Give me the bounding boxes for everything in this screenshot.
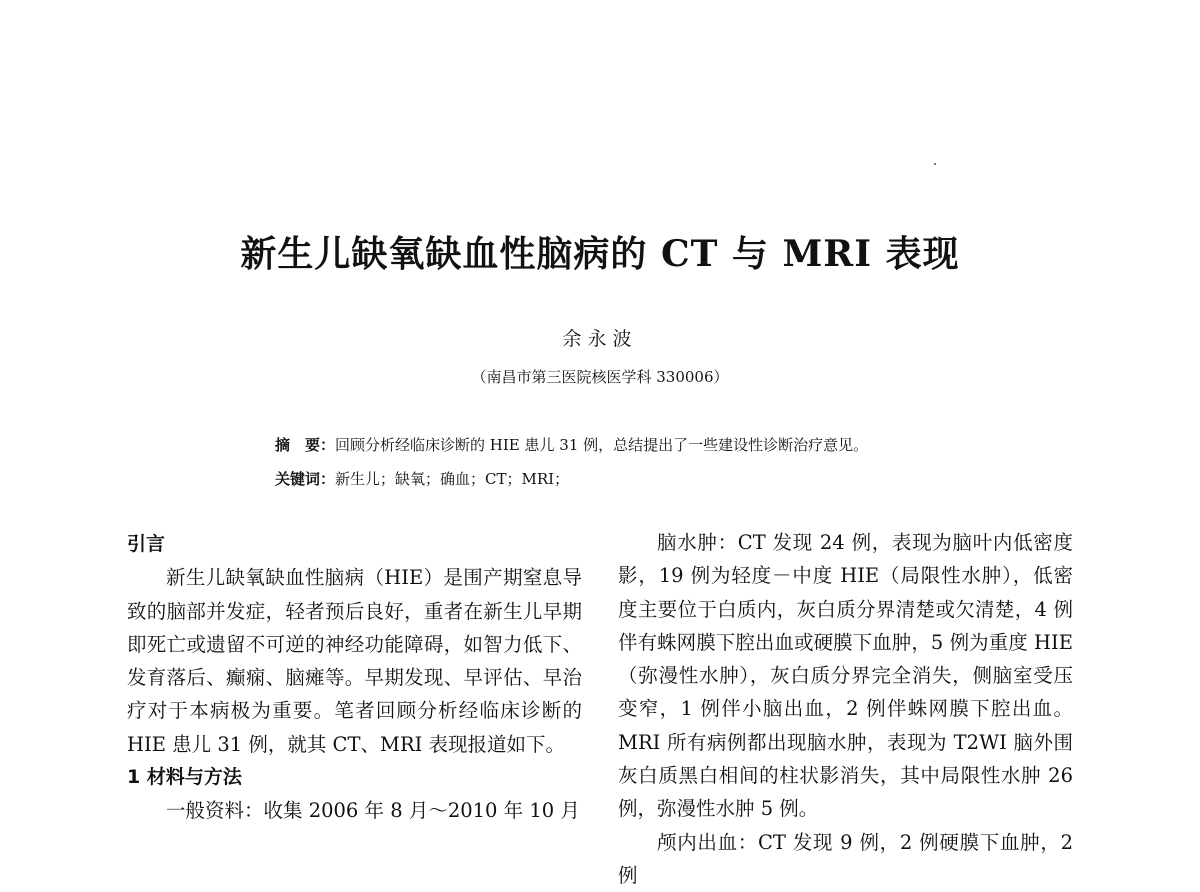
keywords-text: 新生儿；缺氧；确血；CT；MRI；: [335, 470, 570, 488]
author-affiliation: （南昌市第三医院核医学科 330006）: [471, 368, 729, 386]
section-heading-intro: 引言: [127, 533, 166, 555]
article-title: 新生儿缺氧缺血性脑病的 CT 与 MRI 表现: [240, 233, 960, 275]
left-column: [127, 528, 582, 828]
intro-paragraph: 新生儿缺氧缺血性脑病（HIE）是围产期窒息导致的脑部并发症，轻者预后良好，重者在新生儿早期即死亡或遗留不可逆的神经功能障碍，如智力低下、发育落后、癫痫、脑瘫等。早期发现、早评估、早治疗对于本病极为重要。笔者回顾分析经临床诊断的 HIE 患儿 31 例，就其 CT、MRI 表现报道如下。: [127, 566, 582, 756]
keywords-label: 关键词：: [275, 470, 336, 488]
scan-speck: [934, 163, 936, 165]
methods-paragraph: 一般资料：收集 2006 年 8 月～2010 年 10 月: [166, 799, 580, 823]
right-column: [618, 526, 1073, 892]
article-author: 余永波: [562, 328, 638, 350]
keywords: [275, 468, 975, 490]
abstract-text: 回顾分析经临床诊断的 HIE 患儿 31 例，总结提出了一些建设性诊断治疗意见。: [335, 436, 869, 454]
hemorrhage-paragraph: 颅内出血：CT 发现 9 例，2 例硬膜下血肿，2 例: [618, 830, 1073, 887]
abstract: [275, 434, 975, 456]
abstract-label: 摘 要：: [275, 436, 336, 454]
edema-paragraph: 脑水肿：CT 发现 24 例，表现为脑叶内低密度影，19 例为轻度－中度 HIE（局限性水肿），低密度主要位于白质内，灰白质分界清楚或欠清楚，4 例伴有蛛网膜下腔出血或硬膜下血肿，5 例为重度 HIE（弥漫性水肿），灰白质分界完全消失，侧脑室受压变窄，1 例伴小脑出血，2 例伴蛛网膜下腔出血。MRI 所有病例都出现脑水肿，表现为 T2WI 脑外围灰白质黑白相间的柱状影消失，其中局限性水肿 26 例，弥漫性水肿 5 例。: [618, 531, 1073, 821]
section-heading-methods: 1 材料与方法: [127, 766, 242, 789]
